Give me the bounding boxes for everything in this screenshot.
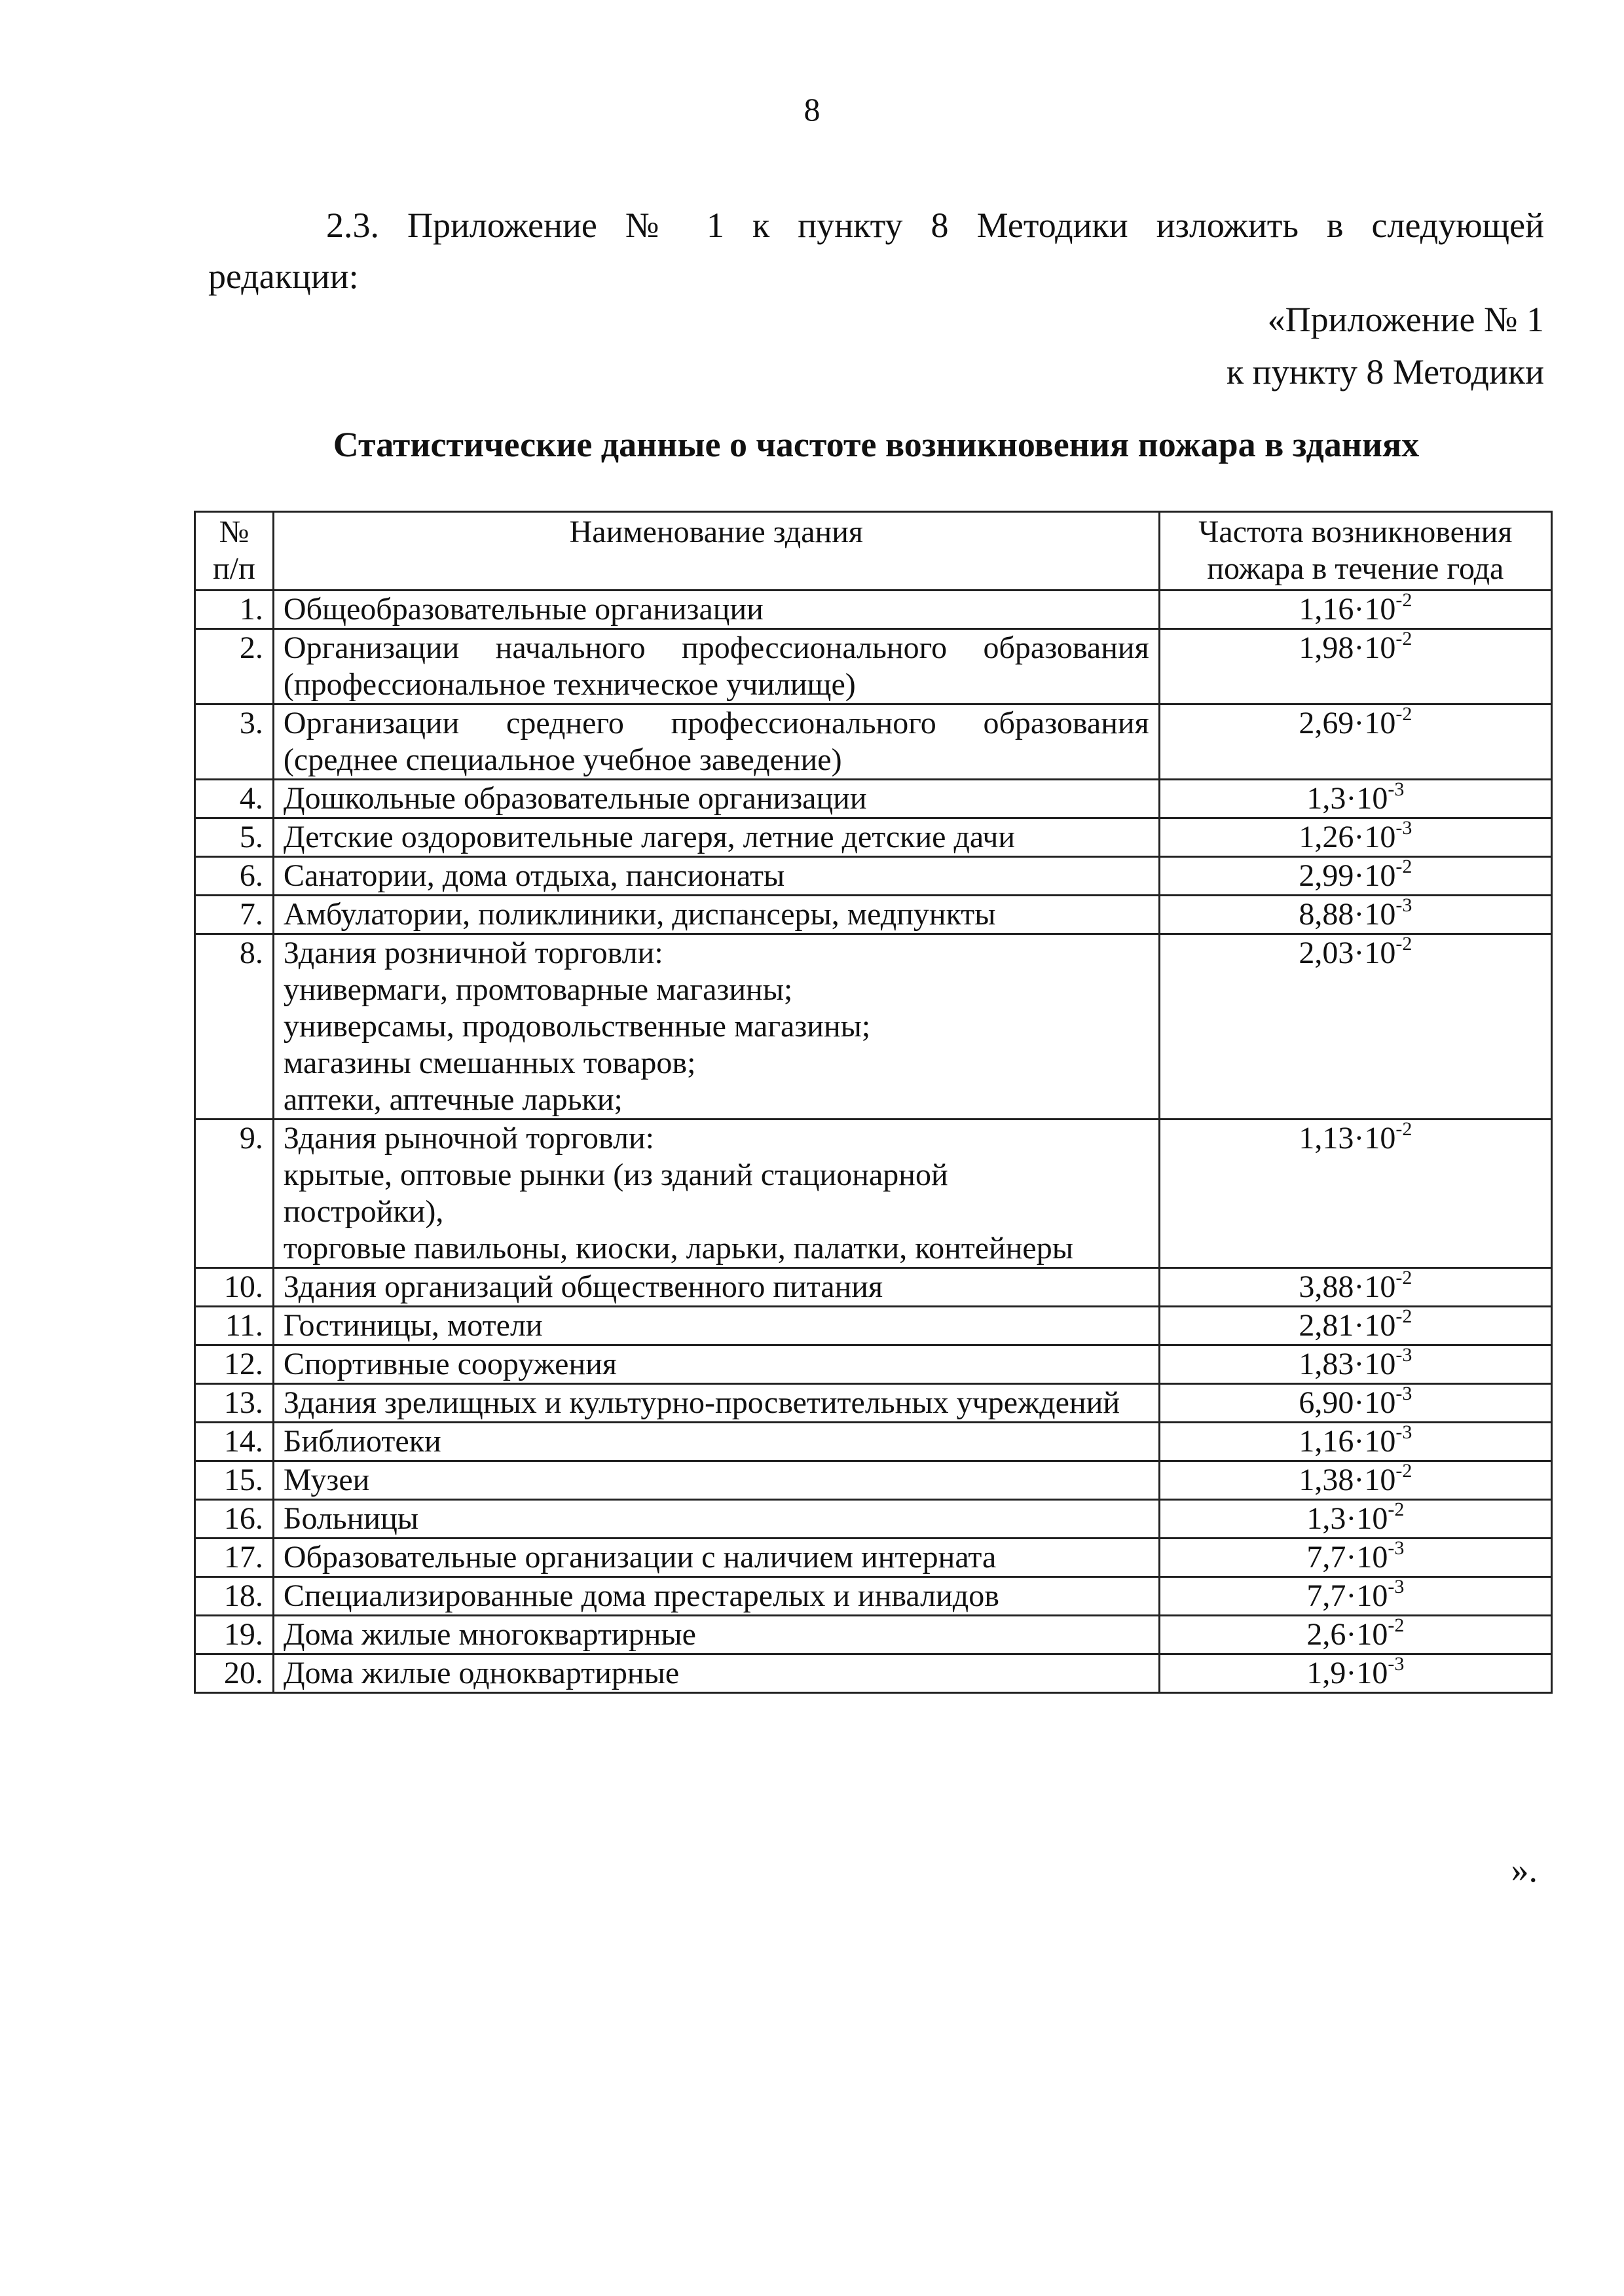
fire-frequency-value (1159, 629, 1551, 704)
building-name (273, 1616, 1159, 1654)
frequency-mantissa: 1,3·10 (1306, 781, 1388, 816)
header-number-line-2: п/п (213, 551, 255, 586)
header-frequency (1159, 512, 1551, 591)
row-number: 11. (195, 1307, 274, 1345)
building-name-line: Спортивные сооружения (283, 1347, 617, 1381)
fire-frequency-value (1159, 934, 1551, 1120)
frequency-mantissa: 1,98·10 (1299, 630, 1396, 665)
frequency-mantissa: 1,9·10 (1306, 1656, 1388, 1690)
frequency-mantissa: 2,6·10 (1306, 1617, 1388, 1652)
building-name-line: Общеобразовательные организации (283, 592, 764, 627)
table-row (195, 857, 1552, 896)
table-row (195, 1345, 1552, 1384)
table-row (195, 934, 1552, 1120)
table-row (195, 1539, 1552, 1577)
building-name (273, 857, 1159, 896)
building-name-line: Больницы (283, 1501, 419, 1536)
row-number: 4. (195, 780, 274, 818)
frequency-mantissa: 6,90·10 (1299, 1385, 1396, 1420)
building-name-line: Здания розничной торговли: (283, 936, 663, 970)
building-name-line: Здания организаций общественного питания (283, 1269, 883, 1304)
closing-quote: ». (1511, 1850, 1538, 1889)
frequency-exponent: -2 (1395, 1305, 1412, 1327)
header-number (195, 512, 274, 591)
frequency-mantissa: 7,7·10 (1306, 1578, 1388, 1613)
table-row (195, 818, 1552, 857)
row-number: 1. (195, 591, 274, 629)
frequency-exponent: -2 (1388, 1499, 1405, 1520)
table-row (195, 1268, 1552, 1307)
frequency-exponent: -3 (1388, 1537, 1405, 1559)
building-name (273, 1461, 1159, 1500)
frequency-exponent: -2 (1395, 703, 1412, 725)
building-name-line: аптеки, аптечные ларьки; (283, 1082, 623, 1117)
frequency-exponent: -3 (1395, 1421, 1412, 1443)
frequency-mantissa: 8,88·10 (1299, 897, 1396, 932)
header-frequency-line-1: Частота возникновения (1198, 515, 1513, 549)
frequency-mantissa: 1,38·10 (1299, 1463, 1396, 1497)
frequency-exponent: -2 (1388, 1614, 1405, 1636)
frequency-mantissa: 1,26·10 (1299, 820, 1396, 854)
appendix-line-1: «Приложение № 1 (1267, 300, 1544, 339)
building-name-line: крытые, оптовые рынки (из зданий стационарной (283, 1157, 948, 1192)
row-number: 9. (195, 1120, 274, 1268)
fire-frequency-value (1159, 896, 1551, 934)
table-row (195, 629, 1552, 704)
frequency-exponent: -3 (1395, 894, 1412, 916)
building-name-line: Санатории, дома отдыха, пансионаты (283, 858, 785, 893)
intro-paragraph (208, 200, 1544, 302)
frequency-exponent: -2 (1395, 589, 1412, 611)
building-name-line: Организации среднего профессионального образования (среднее специальное учебное заведение) (283, 706, 1149, 777)
building-name-line: магазины смешанных товаров; (283, 1046, 696, 1080)
row-number: 8. (195, 934, 274, 1120)
building-name (273, 704, 1159, 780)
frequency-exponent: -3 (1395, 1344, 1412, 1366)
table-row (195, 780, 1552, 818)
building-name (273, 1654, 1159, 1693)
building-name-line: Дома жилые многоквартирные (283, 1617, 696, 1652)
frequency-mantissa: 2,03·10 (1299, 936, 1396, 970)
building-name (273, 1384, 1159, 1423)
table-row (195, 1577, 1552, 1616)
row-number: 12. (195, 1345, 274, 1384)
row-number: 19. (195, 1616, 274, 1654)
appendix-reference (955, 293, 1544, 398)
row-number: 10. (195, 1268, 274, 1307)
frequency-mantissa: 2,81·10 (1299, 1308, 1396, 1343)
intro-line-1: 2.3. Приложение № 1 к пункту 8 Методики изложить в следующей (326, 206, 1544, 245)
table-row (195, 1307, 1552, 1345)
frequency-mantissa: 1,16·10 (1299, 1424, 1396, 1459)
table-row (195, 1120, 1552, 1268)
building-name (273, 1307, 1159, 1345)
building-name-line: Дошкольные образовательные организации (283, 781, 867, 816)
building-name (273, 1268, 1159, 1307)
frequency-exponent: -2 (1395, 628, 1412, 649)
building-name-line: Детские оздоровительные лагеря, летние детские дачи (283, 820, 1016, 854)
building-name (273, 1345, 1159, 1384)
frequency-exponent: -2 (1395, 1267, 1412, 1288)
building-name-line: универмаги, промтоварные магазины; (283, 972, 793, 1007)
fire-frequency-value (1159, 857, 1551, 896)
fire-frequency-value (1159, 1500, 1551, 1539)
fire-frequency-value (1159, 1654, 1551, 1693)
frequency-exponent: -2 (1395, 1460, 1412, 1482)
page-number: 8 (803, 91, 821, 128)
frequency-exponent: -3 (1395, 1383, 1412, 1404)
intro-line-2: редакции: (208, 257, 359, 296)
frequency-mantissa: 1,83·10 (1299, 1347, 1396, 1381)
fire-frequency-value (1159, 591, 1551, 629)
frequency-exponent: -3 (1388, 1653, 1405, 1675)
building-name (273, 1577, 1159, 1616)
building-name (273, 1539, 1159, 1577)
building-name-line: универсамы, продовольственные магазины; (283, 1009, 871, 1044)
fire-frequency-value (1159, 1577, 1551, 1616)
row-number: 6. (195, 857, 274, 896)
building-name-line: Организации начального профессионального образования (профессиональное техническое училище) (283, 630, 1149, 702)
frequency-mantissa: 1,13·10 (1299, 1121, 1396, 1156)
fire-frequency-value (1159, 818, 1551, 857)
row-number: 5. (195, 818, 274, 857)
table-body (195, 591, 1552, 1693)
building-name (273, 1423, 1159, 1461)
header-building-name: Наименование здания (273, 512, 1159, 591)
fire-frequency-value (1159, 1120, 1551, 1268)
building-name-line: Библиотеки (283, 1424, 441, 1459)
building-name-line: постройки), (283, 1194, 444, 1229)
row-number: 13. (195, 1384, 274, 1423)
building-name (273, 591, 1159, 629)
row-number: 7. (195, 896, 274, 934)
building-name-line: Образовательные организации с наличием интерната (283, 1540, 997, 1575)
building-name-line: Здания рыночной торговли: (283, 1121, 655, 1156)
table-row (195, 1461, 1552, 1500)
frequency-exponent: -2 (1395, 1118, 1412, 1140)
table-row (195, 704, 1552, 780)
building-name-line: торговые павильоны, киоски, ларьки, палатки, контейнеры (283, 1231, 1073, 1266)
fire-frequency-table (194, 511, 1553, 1694)
frequency-exponent: -3 (1388, 778, 1405, 800)
building-name (273, 896, 1159, 934)
document-title: Статистические данные о частоте возникновения пожара в зданиях (333, 425, 1420, 464)
fire-frequency-value (1159, 1307, 1551, 1345)
frequency-mantissa: 2,69·10 (1299, 706, 1396, 740)
fire-frequency-value (1159, 704, 1551, 780)
fire-frequency-value (1159, 1423, 1551, 1461)
frequency-mantissa: 1,16·10 (1299, 592, 1396, 627)
row-number: 17. (195, 1539, 274, 1577)
building-name (273, 1500, 1159, 1539)
frequency-exponent: -2 (1395, 856, 1412, 877)
fire-frequency-value (1159, 1268, 1551, 1307)
frequency-mantissa: 3,88·10 (1299, 1269, 1396, 1304)
building-name (273, 629, 1159, 704)
table-row (195, 1616, 1552, 1654)
frequency-mantissa: 2,99·10 (1299, 858, 1396, 893)
row-number: 15. (195, 1461, 274, 1500)
row-number: 3. (195, 704, 274, 780)
appendix-line-2: к пункту 8 Методики (1226, 352, 1544, 392)
fire-frequency-value (1159, 1384, 1551, 1423)
header-frequency-line-2: пожара в течение года (1207, 551, 1504, 586)
row-number: 18. (195, 1577, 274, 1616)
fire-frequency-value (1159, 1616, 1551, 1654)
fire-frequency-value (1159, 1461, 1551, 1500)
building-name-line: Специализированные дома престарелых и инвалидов (283, 1578, 999, 1613)
row-number: 14. (195, 1423, 274, 1461)
building-name (273, 818, 1159, 857)
header-number-line-1: № (219, 515, 249, 549)
table-header-row (195, 512, 1552, 591)
frequency-exponent: -3 (1395, 817, 1412, 839)
row-number: 2. (195, 629, 274, 704)
building-name-line: Гостиницы, мотели (283, 1308, 543, 1343)
row-number: 16. (195, 1500, 274, 1539)
building-name (273, 1120, 1159, 1268)
row-number: 20. (195, 1654, 274, 1693)
fire-frequency-value (1159, 1345, 1551, 1384)
frequency-exponent: -2 (1395, 933, 1412, 955)
frequency-mantissa: 1,3·10 (1306, 1501, 1388, 1536)
table-row (195, 1384, 1552, 1423)
table-row (195, 1423, 1552, 1461)
fire-frequency-value (1159, 780, 1551, 818)
building-name-line: Здания зрелищных и культурно-просветительных учреждений (283, 1385, 1120, 1420)
building-name-line: Амбулатории, поликлиники, диспансеры, медпункты (283, 897, 996, 932)
building-name-line: Дома жилые одноквартирные (283, 1656, 680, 1690)
fire-frequency-value (1159, 1539, 1551, 1577)
table-row (195, 896, 1552, 934)
building-name (273, 934, 1159, 1120)
frequency-mantissa: 7,7·10 (1306, 1540, 1388, 1575)
building-name-line: Музеи (283, 1463, 370, 1497)
table-row (195, 591, 1552, 629)
frequency-exponent: -3 (1388, 1576, 1405, 1597)
building-name (273, 780, 1159, 818)
table-row (195, 1654, 1552, 1693)
table-row (195, 1500, 1552, 1539)
